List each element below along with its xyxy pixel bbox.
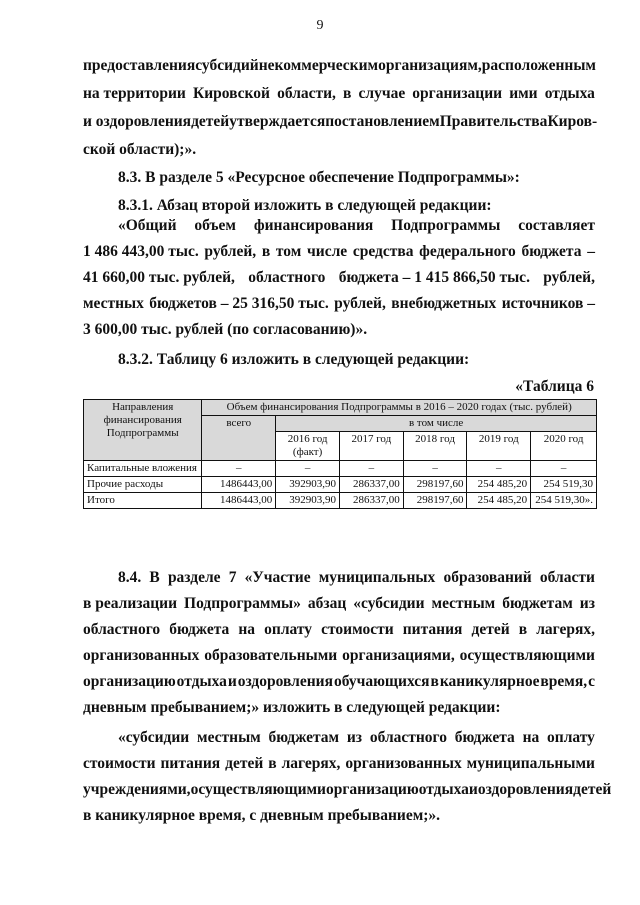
word: и <box>468 781 478 798</box>
header-year-2018: 2018 год <box>403 432 467 461</box>
text-line <box>83 646 595 666</box>
text-line <box>83 56 595 76</box>
text-line <box>83 672 595 692</box>
table-caption: «Таблица 6 <box>515 378 594 395</box>
word: организованных <box>83 647 200 664</box>
word: оплату <box>547 729 595 746</box>
word: учреждениями, <box>83 781 191 798</box>
word: областного <box>248 269 326 286</box>
item-8-3-2: 8.3.2. Таблицу 6 изложить в следующей редакции: <box>118 351 470 368</box>
text-line <box>83 594 595 614</box>
row-value: 254 485,20 <box>467 477 531 493</box>
header-including: в том числе <box>276 416 597 432</box>
word: организациями, <box>342 647 455 664</box>
word: 41 660,00 тыс. рублей, <box>83 269 235 286</box>
word: области, <box>277 85 336 102</box>
word: в <box>430 673 439 690</box>
word: том <box>275 243 302 260</box>
page-number: 9 <box>316 18 324 33</box>
row-value: – <box>276 461 340 477</box>
word: бюджета <box>169 621 230 638</box>
word: стоимости <box>83 755 156 772</box>
word: организации <box>412 85 503 102</box>
text-line <box>83 620 595 640</box>
row-value: 298197,60 <box>403 493 467 509</box>
text-line <box>83 112 598 132</box>
table-row <box>84 461 597 477</box>
word: области <box>539 569 595 586</box>
header-year-2017: 2017 год <box>339 432 403 461</box>
word: субсидий <box>195 57 259 74</box>
word: отдыха <box>544 85 595 102</box>
word: каникулярное <box>439 673 540 690</box>
word: Правительства <box>439 113 548 130</box>
text-line <box>83 84 595 104</box>
word: организацию <box>83 673 176 690</box>
word: финансирования <box>253 217 374 234</box>
word: детей <box>225 755 264 772</box>
table-row <box>84 477 597 493</box>
word: муниципальных <box>318 569 436 586</box>
word: из <box>579 595 595 612</box>
word: средства <box>352 243 414 260</box>
word: в <box>261 243 271 260</box>
row-value: – <box>467 461 531 477</box>
word: детей <box>573 781 612 798</box>
text-line <box>118 728 595 748</box>
header-year-2016: 2016 год (факт) <box>276 432 340 461</box>
word: бюджета <box>521 243 582 260</box>
word: стоимости <box>321 621 394 638</box>
header-year-2020: 2020 год <box>531 432 597 461</box>
word: 8.4. <box>118 569 142 586</box>
item-8-3-1: 8.3.1. Абзац второй изложить в следующей редакции: <box>118 197 492 214</box>
text-line <box>83 242 595 262</box>
word: разделе <box>167 569 221 586</box>
word: отдыха <box>176 673 227 690</box>
word: утверждается <box>229 113 326 130</box>
word: на территории <box>83 85 186 102</box>
word: питания <box>160 755 221 772</box>
word: образований <box>443 569 532 586</box>
word: в <box>268 755 277 772</box>
word: случае <box>358 85 406 102</box>
word: в <box>343 85 352 102</box>
word: на <box>522 729 540 746</box>
text-line <box>118 568 595 588</box>
word: на <box>238 621 256 638</box>
word: числе <box>307 243 348 260</box>
word: организованных <box>345 755 462 772</box>
word: постановлением <box>325 113 440 130</box>
word: некоммерческим <box>258 57 379 74</box>
word: оздоровления <box>237 673 333 690</box>
word: лагерях, <box>281 755 341 772</box>
text-line <box>83 754 595 774</box>
item-8-3: 8.3. В разделе 5 «Ресурсное обеспечение Подпрограммы»: <box>118 169 520 186</box>
word: оздоровления <box>477 781 574 798</box>
word: местных <box>83 295 144 312</box>
word: время, <box>540 673 588 690</box>
word: местным <box>431 595 496 612</box>
word: местным <box>197 729 261 746</box>
word: ими <box>509 85 538 102</box>
row-name: Прочие расходы <box>84 477 202 493</box>
row-value: 392903,90 <box>276 477 340 493</box>
text-line <box>83 294 595 314</box>
financing-table <box>83 399 597 509</box>
word: объем <box>194 217 236 234</box>
word: бюджетов – 25 316,50 тыс. <box>149 295 329 312</box>
header-total: всего <box>202 416 276 461</box>
word: и оздоровления <box>83 113 192 130</box>
word: организациям, <box>378 57 482 74</box>
row-value: 254 485,20 <box>467 493 531 509</box>
word: Киров- <box>547 113 598 130</box>
row-value: 254 519,30 <box>531 477 597 493</box>
word: лагерях, <box>536 621 595 638</box>
word: федерального <box>419 243 516 260</box>
word: областного <box>369 729 447 746</box>
word: рублей, <box>543 269 595 286</box>
word: В <box>149 569 160 586</box>
word: рублей, <box>334 295 386 312</box>
word: абзац <box>307 595 347 612</box>
word: детей <box>191 113 230 130</box>
row-total: 1486443,00 <box>202 493 276 509</box>
word: бюджетам <box>268 729 340 746</box>
text-line <box>118 216 595 236</box>
row-value: – <box>403 461 467 477</box>
row-value: 392903,90 <box>276 493 340 509</box>
word: обучающихся <box>333 673 430 690</box>
text-line <box>83 780 612 800</box>
word: составляет <box>518 217 595 234</box>
row-name: Итого <box>84 493 202 509</box>
word: отдыха <box>418 781 469 798</box>
word: источников – <box>501 295 595 312</box>
word: 1 486 443,00 тыс. <box>83 243 199 260</box>
text-line <box>83 268 595 288</box>
word: в <box>518 621 528 638</box>
word: в реализации <box>83 595 178 612</box>
word: рублей, <box>204 243 257 260</box>
row-value: 298197,60 <box>403 477 467 493</box>
word: организацию <box>325 781 419 798</box>
header-volume: Объем финансирования Подпрограммы в 2016 – 2020 годах (тыс. рублей) <box>202 400 597 416</box>
text-line: в каникулярное время, с дневным пребыванием;». <box>83 807 441 824</box>
word: «субсидии <box>118 729 190 746</box>
header-direction: Направления финансирования Подпрограммы <box>84 400 202 461</box>
row-value: – <box>339 461 403 477</box>
row-value: – <box>531 461 597 477</box>
word: из <box>346 729 363 746</box>
word: областного <box>83 621 161 638</box>
word: бюджета – 1 415 866,50 тыс. <box>338 269 530 286</box>
word: осуществляющими <box>459 647 595 664</box>
word: внебюджетных <box>391 295 497 312</box>
word: образовательными <box>204 647 338 664</box>
word: Подпрограммы» <box>184 595 301 612</box>
row-name: Капитальные вложения <box>84 461 202 477</box>
row-value: 286337,00 <box>339 477 403 493</box>
word: «Общий <box>118 217 177 234</box>
word: оплату <box>264 621 313 638</box>
word: детей <box>471 621 510 638</box>
header-year-2019: 2019 год <box>467 432 531 461</box>
word: «Участие <box>244 569 311 586</box>
word: с <box>588 673 595 690</box>
word: питания <box>402 621 463 638</box>
word: бюджета <box>454 729 515 746</box>
row-total: – <box>202 461 276 477</box>
word: 7 <box>228 569 237 586</box>
row-total: 1486443,00 <box>202 477 276 493</box>
row-value: 286337,00 <box>339 493 403 509</box>
word: и <box>227 673 237 690</box>
text-line: 3 600,00 тыс. рублей (по согласованию)». <box>83 321 368 338</box>
word: бюджетам <box>502 595 573 612</box>
word: осуществляющими <box>190 781 326 798</box>
word: расположенным <box>481 57 596 74</box>
row-value: 254 519,30». <box>531 493 597 509</box>
word: муниципальными <box>466 755 595 772</box>
word: Подпрограммы <box>391 217 501 234</box>
text-line: дневным пребыванием;» изложить в следующей редакции: <box>83 699 501 716</box>
word: – <box>587 243 595 260</box>
word: «субсидии <box>353 595 425 612</box>
text-line: ской области);». <box>83 141 197 158</box>
word: предоставления <box>83 57 196 74</box>
word: Кировской <box>192 85 270 102</box>
table-row <box>84 493 597 509</box>
